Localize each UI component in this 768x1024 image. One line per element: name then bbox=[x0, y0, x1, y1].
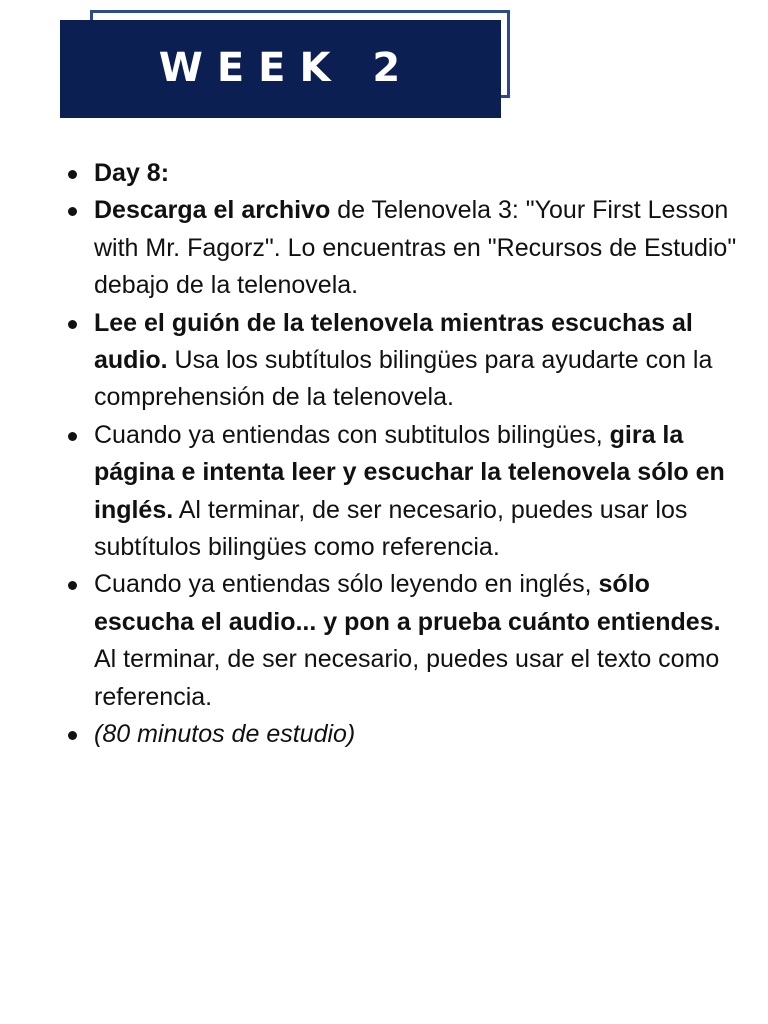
task-bold-text: gira la página e intenta leer y escuchar la telenovela sólo en inglés. bbox=[94, 420, 725, 524]
task-lead-text: Cuando ya entiendas sólo leyendo en inglés, bbox=[94, 570, 599, 599]
task-text: Al terminar, de ser necesario, puedes usar el texto como referencia. bbox=[94, 645, 720, 711]
list-item-download bbox=[94, 192, 744, 304]
task-list bbox=[94, 155, 744, 754]
list-item-audio-only bbox=[94, 566, 744, 716]
bullet-icon bbox=[68, 731, 77, 740]
task-text: de Telenovela 3: "Your First Lesson with Mr. Fagorz". Lo encuentras en "Recursos de Estudio" debajo de la telenovela. bbox=[94, 196, 737, 300]
list-item-study-time bbox=[94, 716, 744, 753]
task-lead-text: Cuando ya entiendas con subtitulos bilingües, bbox=[94, 420, 610, 449]
task-bold-text: Descarga el archivo bbox=[94, 196, 331, 225]
bullet-icon bbox=[68, 170, 77, 179]
task-text: Al terminar, de ser necesario, puedes usar los subtítulos bilingües como referencia. bbox=[94, 495, 688, 562]
list-item-read-script bbox=[94, 305, 744, 417]
task-bold-text: sólo escucha el audio... y pon a prueba cuánto entiendes. bbox=[94, 570, 721, 636]
list-item-day bbox=[94, 155, 744, 192]
bullet-icon bbox=[68, 581, 77, 590]
list-item-english-only bbox=[94, 417, 744, 567]
study-time-note: (80 minutos de estudio) bbox=[94, 720, 356, 749]
bullet-icon bbox=[68, 320, 77, 329]
task-text: Usa los subtítulos bilingües para ayudarte con la comprehensión de la telenovela. bbox=[94, 346, 713, 412]
page-title: WEEK 2 bbox=[158, 45, 415, 91]
task-bold-text: Lee el guión de la telenovela mientras escuchas al audio. bbox=[94, 308, 693, 375]
day-label: Day 8: bbox=[94, 159, 170, 187]
header-banner bbox=[60, 20, 501, 118]
bullet-icon bbox=[68, 432, 77, 441]
bullet-icon bbox=[68, 207, 77, 216]
